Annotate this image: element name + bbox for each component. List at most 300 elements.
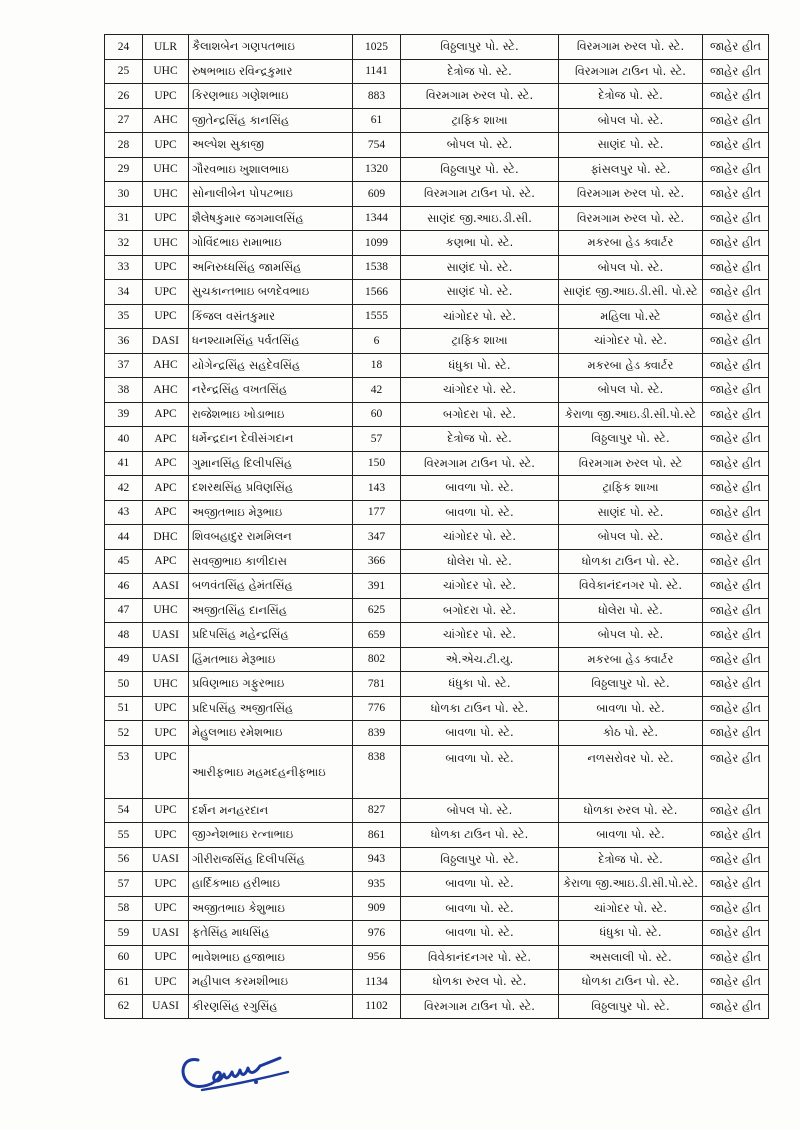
cell-from: ચાંગોદર પો. સ્ટે. <box>401 378 559 403</box>
cell-from: બોપલ પો. સ્ટે. <box>401 133 559 158</box>
cell-remark: જાહેર હીત <box>703 500 769 525</box>
transfer-table-body <box>105 35 769 1019</box>
cell-name: સુચકાન્તભાઇ બળદેવભાઇ <box>189 280 353 305</box>
cell-buckle: 6 <box>353 329 401 354</box>
cell-name: ધનશ્યામસિંહ પર્વતસિંહ <box>189 329 353 354</box>
cell-remark: જાહેર હીત <box>703 84 769 109</box>
cell-to: દેત્રોજ પો. સ્ટે. <box>559 847 703 872</box>
cell-buckle: 909 <box>353 896 401 921</box>
cell-to: કેરાળા જી.આઇ.ડી.સી.પો.સ્ટે. <box>559 872 703 897</box>
cell-to: ફાંસલપુર પો. સ્ટે. <box>559 157 703 182</box>
cell-from: ધોલેરા પો. સ્ટે. <box>401 549 559 574</box>
cell-to: ધોળકા ટાઉન પો. સ્ટે. <box>559 970 703 995</box>
cell-buckle: 861 <box>353 823 401 848</box>
cell-buckle: 1099 <box>353 231 401 256</box>
cell-desig: UPC <box>143 896 189 921</box>
cell-sr: 29 <box>105 157 143 182</box>
cell-sr: 54 <box>105 798 143 823</box>
cell-buckle: 883 <box>353 84 401 109</box>
cell-name: અલ્પેશ સુકાજી <box>189 133 353 158</box>
cell-name: ફતેસિંહ માધસિંહ <box>189 921 353 946</box>
cell-buckle: 943 <box>353 847 401 872</box>
table-row <box>105 35 769 60</box>
cell-buckle: 60 <box>353 402 401 427</box>
cell-sr: 50 <box>105 672 143 697</box>
cell-desig: APC <box>143 549 189 574</box>
cell-remark: જાહેર હીત <box>703 721 769 746</box>
cell-buckle: 1320 <box>353 157 401 182</box>
cell-to: અસલાલી પો. સ્ટે. <box>559 945 703 970</box>
cell-to: વિવેકાનંદનગર પો. સ્ટે. <box>559 574 703 599</box>
cell-sr: 32 <box>105 231 143 256</box>
cell-buckle: 609 <box>353 182 401 207</box>
table-row <box>105 549 769 574</box>
cell-desig: UPC <box>143 823 189 848</box>
cell-sr: 31 <box>105 206 143 231</box>
cell-to: ધોલેરા પો. સ્ટે. <box>559 598 703 623</box>
cell-desig: AHC <box>143 108 189 133</box>
cell-remark: જાહેર હીત <box>703 35 769 60</box>
cell-from: બાવળા પો. સ્ટે. <box>401 476 559 501</box>
table-row <box>105 255 769 280</box>
cell-buckle: 42 <box>353 378 401 403</box>
cell-sr: 27 <box>105 108 143 133</box>
cell-name: કૈલાશબેન ગણપતભાઇ <box>189 35 353 60</box>
cell-desig: UPC <box>143 872 189 897</box>
cell-desig: UPC <box>143 280 189 305</box>
cell-sr: 52 <box>105 721 143 746</box>
cell-sr: 25 <box>105 59 143 84</box>
table-row <box>105 921 769 946</box>
cell-remark: જાહેર હીત <box>703 896 769 921</box>
cell-sr: 26 <box>105 84 143 109</box>
table-row <box>105 647 769 672</box>
cell-to: વિઠ્ઠલાપુર પો. સ્ટે. <box>559 994 703 1019</box>
table-row <box>105 133 769 158</box>
cell-desig: UPC <box>143 133 189 158</box>
cell-desig: UPC <box>143 945 189 970</box>
cell-from: વિરમગામ ટાઉન પો. સ્ટે. <box>401 994 559 1019</box>
cell-to: બોપલ પો. સ્ટે. <box>559 378 703 403</box>
cell-desig: UHC <box>143 231 189 256</box>
cell-desig: APC <box>143 451 189 476</box>
table-row <box>105 847 769 872</box>
cell-desig: UHC <box>143 182 189 207</box>
cell-name: ધર્મેન્દ્રદાન દેવીસંગદાન <box>189 427 353 452</box>
cell-buckle: 391 <box>353 574 401 599</box>
cell-to: વિરમગામ રુરલ પો. સ્ટે. <box>559 206 703 231</box>
cell-to: વિરમગામ રુરલ પો. સ્ટે. <box>559 182 703 207</box>
cell-sr: 58 <box>105 896 143 921</box>
cell-remark: જાહેર હીત <box>703 745 769 798</box>
cell-remark: જાહેર હીત <box>703 402 769 427</box>
cell-name: અજીતભાઇ કેશુભાઇ <box>189 896 353 921</box>
cell-sr: 46 <box>105 574 143 599</box>
cell-to: બોપલ પો. સ્ટે. <box>559 255 703 280</box>
cell-remark: જાહેર હીત <box>703 623 769 648</box>
cell-name: હાર્દિકભાઇ હરીભાઇ <box>189 872 353 897</box>
cell-from: સાણંદ પો. સ્ટે. <box>401 280 559 305</box>
cell-buckle: 347 <box>353 525 401 550</box>
cell-desig: AHC <box>143 353 189 378</box>
cell-from: ધોળકા ટાઉન પો. સ્ટે. <box>401 696 559 721</box>
cell-to: વિરમગામ ટાઉન પો. સ્ટે. <box>559 59 703 84</box>
cell-from: વિરમગામ ટાઉન પો. સ્ટે. <box>401 451 559 476</box>
cell-to: ધોળકા રુરલ પો. સ્ટે. <box>559 798 703 823</box>
cell-sr: 41 <box>105 451 143 476</box>
cell-from: બગોદરા પો. સ્ટે. <box>401 598 559 623</box>
cell-to: ટ્રાફિક શાખા <box>559 476 703 501</box>
cell-buckle: 1141 <box>353 59 401 84</box>
cell-from: કણભા પો. સ્ટે. <box>401 231 559 256</box>
cell-sr: 36 <box>105 329 143 354</box>
cell-buckle: 781 <box>353 672 401 697</box>
cell-buckle: 935 <box>353 872 401 897</box>
cell-desig: UASI <box>143 994 189 1019</box>
cell-remark: જાહેર હીત <box>703 157 769 182</box>
cell-remark: જાહેર હીત <box>703 970 769 995</box>
table-row <box>105 823 769 848</box>
cell-remark: જાહેર હીત <box>703 798 769 823</box>
cell-desig: UPC <box>143 206 189 231</box>
cell-name: આરીફભાઇ મહમદહનીફભાઇ <box>189 745 353 798</box>
cell-desig: AASI <box>143 574 189 599</box>
cell-sr: 44 <box>105 525 143 550</box>
cell-from: ચાંગોદર પો. સ્ટે. <box>401 574 559 599</box>
cell-name: અજીતભાઇ મેરૂભાઇ <box>189 500 353 525</box>
cell-remark: જાહેર હીત <box>703 921 769 946</box>
cell-name: ગીરીરાજસિંહ દિલીપસિંહ <box>189 847 353 872</box>
cell-desig: UPC <box>143 721 189 746</box>
cell-from: સાણંદ જી.આઇ.ડી.સી. <box>401 206 559 231</box>
cell-sr: 43 <box>105 500 143 525</box>
cell-remark: જાહેર હીત <box>703 994 769 1019</box>
table-row <box>105 696 769 721</box>
cell-to: વિઠ્ઠલાપુર પો. સ્ટે. <box>559 672 703 697</box>
cell-sr: 56 <box>105 847 143 872</box>
cell-buckle: 1102 <box>353 994 401 1019</box>
cell-sr: 40 <box>105 427 143 452</box>
cell-remark: જાહેર હીત <box>703 872 769 897</box>
cell-remark: જાહેર હીત <box>703 427 769 452</box>
cell-desig: UPC <box>143 745 189 798</box>
cell-to: મકરબા હેડ ક્વાર્ટર <box>559 231 703 256</box>
cell-sr: 24 <box>105 35 143 60</box>
cell-desig: UASI <box>143 623 189 648</box>
cell-name: કીરણસિંહ રગુસિંહ <box>189 994 353 1019</box>
cell-remark: જાહેર હીત <box>703 672 769 697</box>
cell-sr: 49 <box>105 647 143 672</box>
cell-from: વિઠ્ઠલાપુર પો. સ્ટે. <box>401 157 559 182</box>
table-row <box>105 353 769 378</box>
cell-sr: 34 <box>105 280 143 305</box>
cell-from: સાણંદ પો. સ્ટે. <box>401 255 559 280</box>
table-row <box>105 84 769 109</box>
cell-from: દેત્રોજ પો. સ્ટે. <box>401 59 559 84</box>
cell-sr: 30 <box>105 182 143 207</box>
cell-desig: APC <box>143 476 189 501</box>
table-row <box>105 598 769 623</box>
cell-desig: APC <box>143 500 189 525</box>
cell-from: ધંધુકા પો. સ્ટે. <box>401 672 559 697</box>
cell-desig: UHC <box>143 672 189 697</box>
cell-name: કિંજલ વસંતકુમાર <box>189 304 353 329</box>
cell-from: વિઠ્ઠલાપુર પો. સ્ટે. <box>401 35 559 60</box>
cell-desig: UPC <box>143 970 189 995</box>
cell-from: એ.એચ.ટી.યુ. <box>401 647 559 672</box>
table-row <box>105 304 769 329</box>
cell-remark: જાહેર હીત <box>703 549 769 574</box>
cell-buckle: 1555 <box>353 304 401 329</box>
cell-to: મહિલા પો.સ્ટે <box>559 304 703 329</box>
table-row <box>105 280 769 305</box>
table-row <box>105 157 769 182</box>
cell-name: શૈલેષકુમાર જગમાલસિંહ <box>189 206 353 231</box>
table-row <box>105 896 769 921</box>
cell-name: મહીપાલ કરમશીભાઇ <box>189 970 353 995</box>
cell-to: મકરબા હેડ ક્વાર્ટર <box>559 647 703 672</box>
cell-desig: AHC <box>143 378 189 403</box>
cell-to: સાણંદ પો. સ્ટે. <box>559 133 703 158</box>
cell-buckle: 366 <box>353 549 401 574</box>
table-row <box>105 182 769 207</box>
cell-buckle: 625 <box>353 598 401 623</box>
cell-buckle: 827 <box>353 798 401 823</box>
transfer-table <box>104 34 769 1019</box>
cell-from: બગોદરા પો. સ્ટે. <box>401 402 559 427</box>
table-row <box>105 525 769 550</box>
cell-from: ચાંગોદર પો. સ્ટે. <box>401 304 559 329</box>
cell-remark: જાહેર હીત <box>703 255 769 280</box>
cell-sr: 33 <box>105 255 143 280</box>
cell-from: વિવેકાનંદનગર પો. સ્ટે. <box>401 945 559 970</box>
cell-from: ધંધુકા પો. સ્ટે. <box>401 353 559 378</box>
cell-buckle: 177 <box>353 500 401 525</box>
cell-buckle: 659 <box>353 623 401 648</box>
cell-buckle: 1134 <box>353 970 401 995</box>
table-row <box>105 970 769 995</box>
cell-desig: UHC <box>143 157 189 182</box>
cell-name: ભાવેશભાઇ હજાભાઇ <box>189 945 353 970</box>
cell-remark: જાહેર હીત <box>703 696 769 721</box>
cell-desig: UPC <box>143 696 189 721</box>
cell-remark: જાહેર હીત <box>703 598 769 623</box>
cell-buckle: 1344 <box>353 206 401 231</box>
cell-to: ધંધુકા પો. સ્ટે. <box>559 921 703 946</box>
cell-from: ચાંગોદર પો. સ્ટે. <box>401 623 559 648</box>
cell-name: ગુમાનસિંહ દિલીપસિંહ <box>189 451 353 476</box>
cell-buckle: 839 <box>353 721 401 746</box>
cell-to: નળસરોવર પો. સ્ટે. <box>559 745 703 798</box>
cell-name: અજીતસિંહ દાનસિંહ <box>189 598 353 623</box>
cell-from: વિઠ્ઠલાપુર પો. સ્ટે. <box>401 847 559 872</box>
table-row <box>105 378 769 403</box>
cell-name: ગોવિંદભાઇ રામાભાઇ <box>189 231 353 256</box>
cell-remark: જાહેર હીત <box>703 476 769 501</box>
cell-to: બોપલ પો. સ્ટે. <box>559 108 703 133</box>
cell-buckle: 61 <box>353 108 401 133</box>
cell-to: સાણંદ પો. સ્ટે. <box>559 500 703 525</box>
cell-remark: જાહેર હીત <box>703 847 769 872</box>
cell-name: ગૌરવભાઇ ખુશાલભાઇ <box>189 157 353 182</box>
table-row <box>105 231 769 256</box>
cell-name: અનિરુધ્ધસિંહ જામસિંહ <box>189 255 353 280</box>
cell-name: પ્રવિણભાઇ ગફુરભાઇ <box>189 672 353 697</box>
table-row <box>105 427 769 452</box>
cell-from: ચાંગોદર પો. સ્ટે. <box>401 525 559 550</box>
table-row <box>105 500 769 525</box>
table-row <box>105 206 769 231</box>
cell-name: રુષભભાઇ રવિન્દ્રકુમાર <box>189 59 353 84</box>
cell-from: ટ્રાફિક શાખા <box>401 108 559 133</box>
cell-sr: 28 <box>105 133 143 158</box>
cell-sr: 60 <box>105 945 143 970</box>
cell-buckle: 18 <box>353 353 401 378</box>
cell-remark: જાહેર હીત <box>703 647 769 672</box>
cell-to: ચાંગોદર પો. સ્ટે. <box>559 896 703 921</box>
cell-desig: APC <box>143 427 189 452</box>
table-row <box>105 672 769 697</box>
table-row <box>105 59 769 84</box>
cell-sr: 39 <box>105 402 143 427</box>
cell-remark: જાહેર હીત <box>703 59 769 84</box>
cell-desig: UPC <box>143 304 189 329</box>
cell-remark: જાહેર હીત <box>703 304 769 329</box>
cell-name: દર્શન મનહરદાન <box>189 798 353 823</box>
cell-buckle: 776 <box>353 696 401 721</box>
cell-sr: 61 <box>105 970 143 995</box>
cell-sr: 51 <box>105 696 143 721</box>
cell-remark: જાહેર હીત <box>703 451 769 476</box>
cell-to: બોપલ પો. સ્ટે. <box>559 525 703 550</box>
cell-buckle: 1538 <box>353 255 401 280</box>
cell-name: જીતેન્દ્રસિંહ કાનસિંહ <box>189 108 353 133</box>
cell-desig: ULR <box>143 35 189 60</box>
cell-name: હિંમતભાઇ મેરૂભાઇ <box>189 647 353 672</box>
cell-desig: UASI <box>143 847 189 872</box>
cell-from: ધોળકા ટાઉન પો. સ્ટે. <box>401 823 559 848</box>
cell-desig: UPC <box>143 84 189 109</box>
cell-remark: જાહેર હીત <box>703 108 769 133</box>
cell-to: વિરમગામ રુરલ પો. સ્ટે <box>559 451 703 476</box>
cell-to: બોપલ પો. સ્ટે. <box>559 623 703 648</box>
cell-to: ચાંગોદર પો. સ્ટે. <box>559 329 703 354</box>
cell-sr: 35 <box>105 304 143 329</box>
cell-desig: UASI <box>143 921 189 946</box>
table-row <box>105 994 769 1019</box>
table-row <box>105 451 769 476</box>
cell-remark: જાહેર હીત <box>703 378 769 403</box>
cell-name: પ્રદિપસિંહ મહેન્દ્રસિંહ <box>189 623 353 648</box>
cell-remark: જાહેર હીત <box>703 329 769 354</box>
cell-buckle: 150 <box>353 451 401 476</box>
table-row <box>105 108 769 133</box>
cell-desig: DHC <box>143 525 189 550</box>
table-row <box>105 872 769 897</box>
cell-from: બાવળા પો. સ્ટે. <box>401 745 559 798</box>
cell-sr: 37 <box>105 353 143 378</box>
cell-from: બાવળા પો. સ્ટે. <box>401 896 559 921</box>
cell-desig: UPC <box>143 798 189 823</box>
cell-name: બળવંતસિંહ હેમંતસિંહ <box>189 574 353 599</box>
table-row <box>105 745 769 798</box>
cell-from: બાવળા પો. સ્ટે. <box>401 721 559 746</box>
cell-name: સોનાલીબેન પોપટભાઇ <box>189 182 353 207</box>
cell-remark: જાહેર હીત <box>703 574 769 599</box>
cell-sr: 57 <box>105 872 143 897</box>
cell-sr: 48 <box>105 623 143 648</box>
cell-name: દશરથસિંહ પ્રવિણસિંહ <box>189 476 353 501</box>
cell-remark: જાહેર હીત <box>703 280 769 305</box>
cell-from: ધોળકા રુરલ પો. સ્ટે. <box>401 970 559 995</box>
cell-desig: UASI <box>143 647 189 672</box>
cell-remark: જાહેર હીત <box>703 945 769 970</box>
cell-from: ટ્રાફિક શાખા <box>401 329 559 354</box>
cell-remark: જાહેર હીત <box>703 206 769 231</box>
cell-name: શિવબહાદુર રામમિલન <box>189 525 353 550</box>
cell-buckle: 754 <box>353 133 401 158</box>
cell-sr: 59 <box>105 921 143 946</box>
cell-sr: 53 <box>105 745 143 798</box>
cell-to: વિઠ્ઠલાપુર પો. સ્ટે. <box>559 427 703 452</box>
cell-remark: જાહેર હીત <box>703 182 769 207</box>
table-row <box>105 574 769 599</box>
cell-buckle: 956 <box>353 945 401 970</box>
cell-sr: 62 <box>105 994 143 1019</box>
table-row <box>105 402 769 427</box>
cell-sr: 55 <box>105 823 143 848</box>
cell-remark: જાહેર હીત <box>703 231 769 256</box>
cell-to: બાવળા પો. સ્ટે. <box>559 696 703 721</box>
cell-name: યોગેન્દ્રસિંહ સહદેવસિંહ <box>189 353 353 378</box>
cell-to: કોઠ પો. સ્ટે. <box>559 721 703 746</box>
cell-to: મકરબા હેડ ક્વાર્ટર <box>559 353 703 378</box>
cell-remark: જાહેર હીત <box>703 823 769 848</box>
cell-desig: UHC <box>143 59 189 84</box>
cell-buckle: 802 <box>353 647 401 672</box>
cell-remark: જાહેર હીત <box>703 525 769 550</box>
cell-name: કિરણભાઇ ગણેશભાઇ <box>189 84 353 109</box>
cell-to: વિરમગામ રુરલ પો. સ્ટે. <box>559 35 703 60</box>
cell-remark: જાહેર હીત <box>703 353 769 378</box>
cell-from: વિરમગામ રુરલ પો. સ્ટે. <box>401 84 559 109</box>
cell-buckle: 143 <box>353 476 401 501</box>
cell-sr: 38 <box>105 378 143 403</box>
cell-to: ધોળકા ટાઉન પો. સ્ટે. <box>559 549 703 574</box>
cell-name: મેહુલભાઇ રમેશભાઇ <box>189 721 353 746</box>
cell-desig: APC <box>143 402 189 427</box>
table-row <box>105 476 769 501</box>
cell-desig: UHC <box>143 598 189 623</box>
cell-name: નરેન્દ્રસિંહ વખતસિંહ <box>189 378 353 403</box>
cell-name: સવજીભાઇ કાળીદાસ <box>189 549 353 574</box>
cell-sr: 47 <box>105 598 143 623</box>
cell-buckle: 1025 <box>353 35 401 60</box>
cell-from: બાવળા પો. સ્ટે. <box>401 921 559 946</box>
cell-from: બોપલ પો. સ્ટે. <box>401 798 559 823</box>
cell-buckle: 57 <box>353 427 401 452</box>
cell-remark: જાહેર હીત <box>703 133 769 158</box>
cell-to: સાણંદ જી.આઇ.ડી.સી. પો.સ્ટે <box>559 280 703 305</box>
cell-from: બાવળા પો. સ્ટે. <box>401 500 559 525</box>
cell-from: બાવળા પો. સ્ટે. <box>401 872 559 897</box>
table-row <box>105 945 769 970</box>
cell-buckle: 1566 <box>353 280 401 305</box>
cell-name: જીગ્નેશભાઇ રત્નાભાઇ <box>189 823 353 848</box>
cell-to: દેત્રોજ પો. સ્ટે. <box>559 84 703 109</box>
cell-desig: UPC <box>143 255 189 280</box>
table-row <box>105 798 769 823</box>
